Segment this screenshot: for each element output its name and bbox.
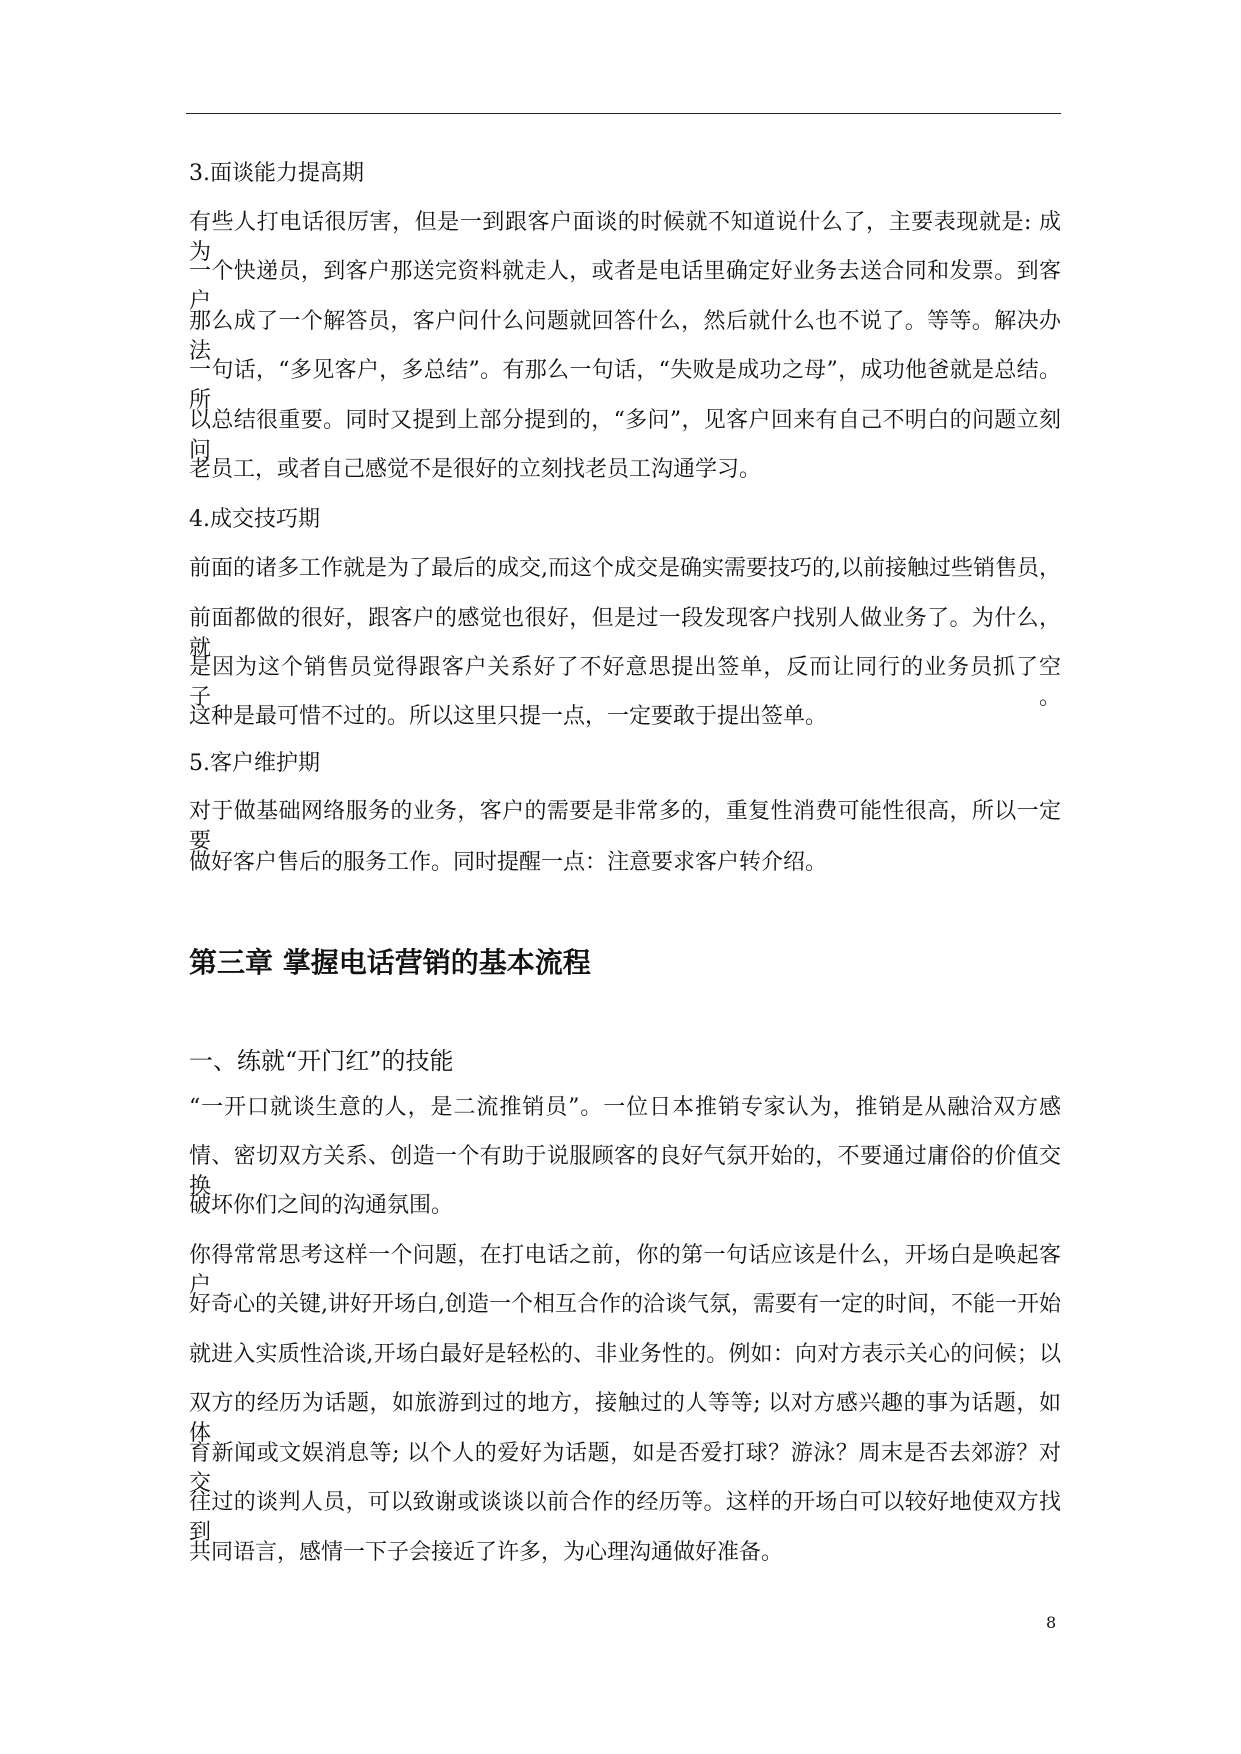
text-line: 前面的诸多工作就是为了最后的成交,而这个成交是确实需要技巧的,以前接触过些销售员， bbox=[189, 556, 1061, 581]
text-line: 育新闻或文娱消息等; 以个人的爱好为话题，如是否爱打球？游泳？周末是否去郊游？对交 bbox=[189, 1441, 1061, 1496]
text-line: 这种是最可惜不过的。所以这里只提一点，一定要敢于提出签单。 bbox=[189, 704, 828, 729]
text-line: 前面都做的很好，跟客户的感觉也很好，但是过一段发现客户找别人做业务了。为什么，就 bbox=[189, 606, 1061, 661]
text-line: 对于做基础网络服务的业务，客户的需要是非常多的，重复性消费可能性很高，所以一定要 bbox=[189, 799, 1061, 854]
text-line: 做好客户售后的服务工作。同时提醒一点：注意要求客户转介绍。 bbox=[189, 850, 828, 875]
text-line: 好奇心的关键,讲好开场白,创造一个相互合作的洽谈气氛，需要有一定的时间，不能一开始 bbox=[189, 1292, 1061, 1317]
text-line: 双方的经历为话题，如旅游到过的地方，接触过的人等等; 以对方感兴趣的事为话题，如体 bbox=[189, 1391, 1061, 1446]
text-line: 情、密切双方关系、创造一个有助于说服顾客的良好气氛开始的，不要通过庸俗的价值交换 bbox=[189, 1144, 1061, 1199]
text-line: 老员工，或者自己感觉不是很好的立刻找老员工沟通学习。 bbox=[189, 457, 762, 482]
text-line: “一开口就谈生意的人，是二流推销员”。一位日本推销专家认为，推销是从融洽双方感 bbox=[189, 1095, 1061, 1120]
section-heading: 一、练就“开门红”的技能 bbox=[189, 1047, 454, 1075]
subsection-heading: 3.面谈能力提高期 bbox=[189, 161, 364, 186]
text-line: 那么成了一个解答员，客户问什么问题就回答什么，然后就什么也不说了。等等。解决办法 bbox=[189, 309, 1061, 364]
subsection-heading: 5.客户维护期 bbox=[189, 751, 320, 776]
text-line: 以总结很重要。同时又提到上部分提到的，“多问”，见客户回来有自己不明白的问题立刻问 bbox=[189, 408, 1061, 463]
text-line: 你得常常思考这样一个问题，在打电话之前，你的第一句话应该是什么，开场白是唤起客户 bbox=[189, 1243, 1061, 1298]
text-line: 破坏你们之间的沟通氛围。 bbox=[189, 1193, 454, 1218]
page-number: 8 bbox=[1046, 1613, 1057, 1632]
text-line: 就进入实质性洽谈,开场白最好是轻松的、非业务性的。例如：向对方表示关心的问候；以 bbox=[189, 1342, 1061, 1367]
chapter-heading: 第三章 掌握电话营销的基本流程 bbox=[189, 946, 591, 979]
text-line: 共同语言，感情一下子会接近了许多，为心理沟通做好准备。 bbox=[189, 1540, 784, 1565]
subsection-heading: 4.成交技巧期 bbox=[189, 507, 320, 532]
header-rule bbox=[186, 113, 1061, 114]
text-line: 往过的谈判人员，可以致谢或谈谈以前合作的经历等。这样的开场白可以较好地使双方找到 bbox=[189, 1490, 1061, 1545]
text-line: 是因为这个销售员觉得跟客户关系好了不好意思提出签单，反而让同行的业务员抓了空子。 bbox=[189, 655, 1061, 710]
text-line: 一个快递员，到客户那送完资料就走人，或者是电话里确定好业务去送合同和发票。到客户 bbox=[189, 259, 1061, 314]
text-line: 有些人打电话很厉害，但是一到跟客户面谈的时候就不知道说什么了，主要表现就是: 成为 bbox=[189, 210, 1061, 265]
text-line: 一句话，“多见客户，多总结”。有那么一句话，“失败是成功之母”，成功他爸就是总结。所 bbox=[189, 358, 1061, 413]
